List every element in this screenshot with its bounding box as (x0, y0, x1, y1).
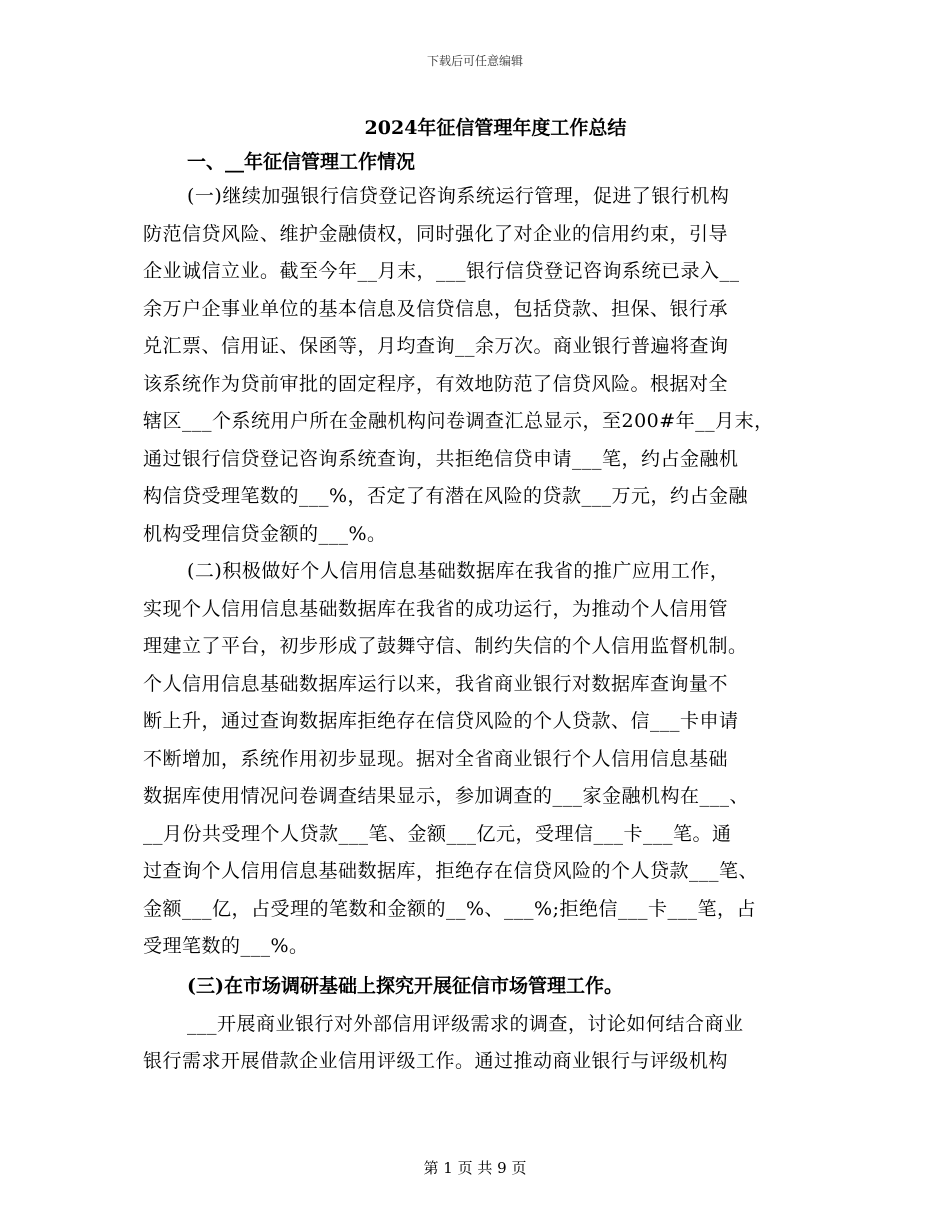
paragraph-line: 数据库使用情况问卷调查结果显示，参加调查的___家金融机构在___、 (143, 785, 750, 807)
paragraph-line: 构信贷受理笔数的___%，否定了有潜在风险的贷款___万元，约占金融 (143, 485, 749, 507)
paragraph-line: 不断增加，系统作用初步显现。据对全省商业银行个人信用信息基础 (143, 747, 729, 770)
paragraph-line: 金额___亿，占受理的笔数和金额的__%、___%;拒绝信___卡___笔，占 (143, 897, 757, 920)
document-body (143, 110, 818, 1081)
paragraph-line: 兑汇票、信用证、保函等，月均查询__余万次。商业银行普遍将查询 (143, 335, 729, 357)
paragraph-line: 通过银行信贷登记咨询系统查询，共拒绝信贷申请___笔，约占金融机 (143, 447, 739, 470)
paragraph-line: 理建立了平台，初步形成了鼓舞守信、制约失信的个人信用监督机制。 (143, 635, 748, 657)
section-heading-1: 一、__年征信管理工作情况 (187, 151, 416, 173)
paragraph-line: 企业诚信立业。截至今年__月末，___银行信贷登记咨询系统已录入__ (143, 260, 740, 282)
paragraph-line: 受理笔数的___%。 (143, 935, 309, 957)
paragraph-1 (143, 178, 818, 553)
paragraph-line: __月份共受理个人贷款___笔、金额___亿元，受理信___卡___笔。通 (143, 822, 732, 845)
subsection-heading-3: (三)在市场调研基础上探究开展征信市场管理工作。 (187, 974, 623, 997)
paragraph-line: 断上升，通过查询数据库拒绝存在信贷风险的个人贷款、信___卡申请 (143, 710, 739, 732)
paragraph-line: 过查询个人信用信息基础数据库，拒绝存在信贷风险的个人贷款___笔、 (143, 860, 759, 882)
paragraph-line: (二)积极做好个人信用信息基础数据库在我省的推广应用工作， (187, 560, 730, 582)
document-title: 2024年征信管理年度工作总结 (364, 117, 627, 139)
paragraph-line: 辖区___个系统用户所在金融机构问卷调查汇总显示，至200#年__月末， (143, 410, 774, 432)
paragraph-line: 实现个人信用信息基础数据库在我省的成功运行，为推动个人信用管 (143, 597, 729, 620)
paragraph-3 (143, 1006, 818, 1081)
paragraph-line: 个人信用信息基础数据库运行以来，我省商业银行对数据库查询量不 (143, 672, 729, 695)
paragraph-line: 银行需求开展借款企业信用评级工作。通过推动商业银行与评级机构 (143, 1050, 729, 1072)
paragraph-line: 该系统作为贷前审批的固定程序，有效地防范了信贷风险。根据对全 (143, 372, 729, 395)
page-number: 第 1 页 共 9 页 (423, 1159, 527, 1177)
paragraph-line: ___开展商业银行对外部信用评级需求的调查，讨论如何结合商业 (187, 1012, 744, 1035)
paragraph-line: 机构受理信贷金额的___%。 (143, 522, 387, 545)
paragraph-line: (一)继续加强银行信贷登记咨询系统运行管理，促进了银行机构 (187, 185, 730, 207)
paragraph-line: 防范信贷风险、维护金融债权，同时强化了对企业的信用约束，引导 (143, 222, 729, 245)
paragraph-2 (143, 553, 818, 966)
paragraph-line: 余万户企事业单位的基本信息及信贷信息，包括贷款、担保、银行承 (143, 297, 729, 320)
page-header-note: 下载后可任意编辑 (426, 54, 523, 68)
